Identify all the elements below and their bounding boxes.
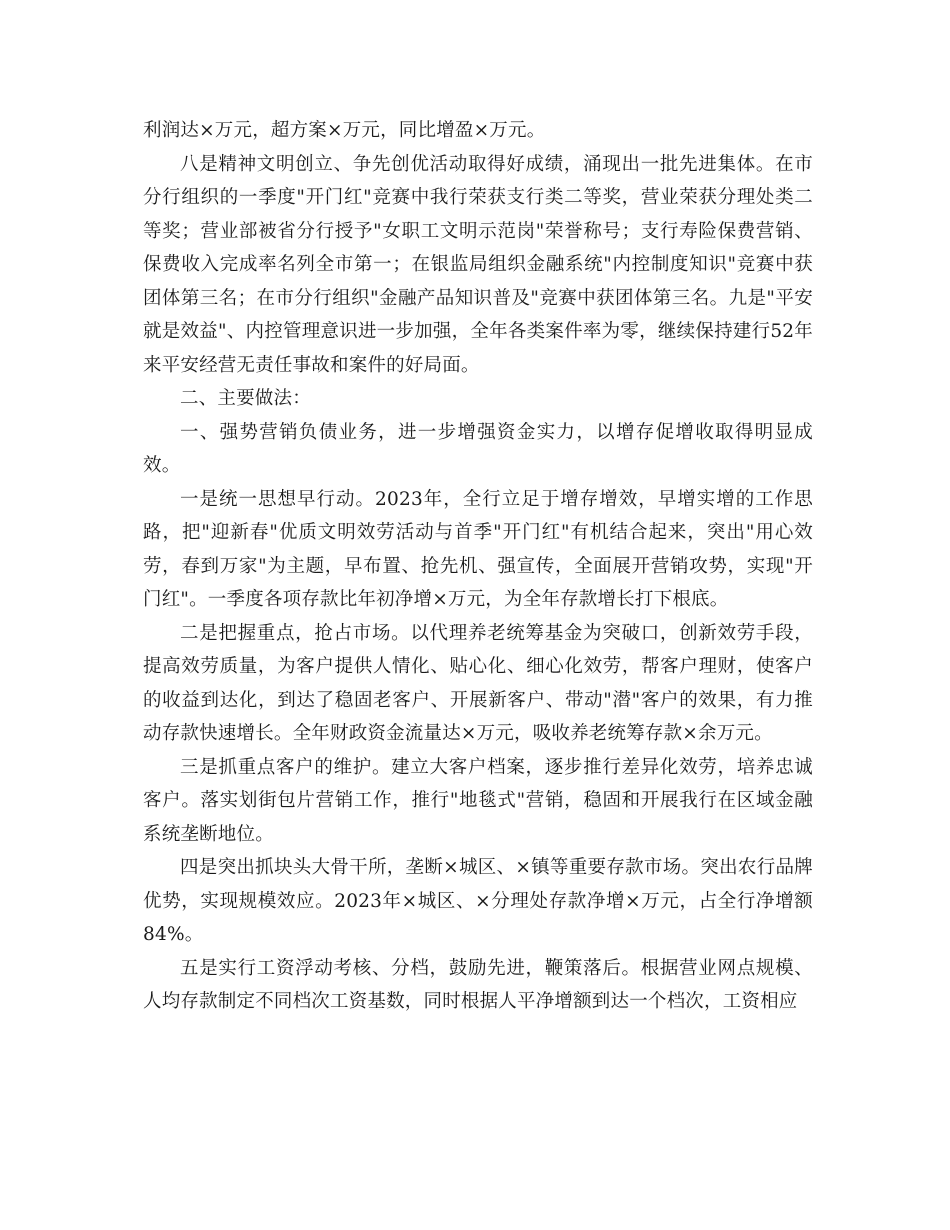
document-body [143,114,813,1019]
paragraph-grasp-key-points: 二是把握重点，抢占市场。以代理养老统筹基金为突破口，创新效劳手段，提高效劳质量，为客户提供人情化、贴心化、细心化效劳，帮客户理财，使客户的收益到达化，到达了稳固老客户、开展新客户、带动"潜"客户的效果，有力推动存款快速增长。全年财政资金流量达×万元，吸收养老统筹存款×余万元。 [143,622,813,744]
section-heading-main-practices: 二、主要做法： [180,388,311,409]
paragraph-profit-continuation: 利润达×万元，超方案×万元，同比增盈×万元。 [143,120,546,141]
paragraph-eighth-ninth-achievements: 八是精神文明创立、争先创优活动取得好成绩，涌现出一批先进集体。在市分行组织的一季度"开门红"竞赛中我行荣获支行类二等奖，营业荣获分理处类二等奖；营业部被省分行授予"女职工文明示范岗"荣誉称号；支行寿险保费营销、保费收入完成率名列全市第一；在银监局组织金融系统"内控制度知识"竞赛中获团体第三名；在市分行组织"金融产品知识普及"竞赛中获团体第三名。九是"平安就是效益"、内控管理意识进一步加强，全年各类案件率为零，继续保持建行52年来平安经营无责任事故和案件的好局面。 [143,153,813,376]
paragraph-backbone-branches: 四是突出抓块头大骨干所，垄断×城区、×镇等重要存款市场。突出农行品牌优势，实现规模效应。2023年×城区、×分理处存款净增×万元，占全行净增额84%。 [143,857,813,945]
paragraph-liability-marketing: 一、强势营销负债业务，进一步增强资金实力，以增存促增收取得明显成效。 [143,421,813,476]
paragraph-key-customers: 三是抓重点客户的维护。建立大客户档案，逐步推行差异化效劳，培养忠诚客户。落实划街包片营销工作，推行"地毯式"营销，稳固和开展我行在区域金融系统垄断地位。 [143,756,813,845]
paragraph-floating-wages: 五是实行工资浮动考核、分档，鼓励先进，鞭策落后。根据营业网点规模、人均存款制定不同档次工资基数，同时根据人平净增额到达一个档次，工资相应 [143,957,813,1012]
paragraph-unify-thinking: 一是统一思想早行动。2023年，全行立足于增存增效，早增实增的工作思路，把"迎新春"优质文明效劳活动与首季"开门红"有机结合起来，突出"用心效劳，春到万家"为主题，早布置、抢先机、强宣传，全面展开营销攻势，实现"开门红"。一季度各项存款比年初净增×万元，为全年存款增长打下根底。 [143,488,813,610]
